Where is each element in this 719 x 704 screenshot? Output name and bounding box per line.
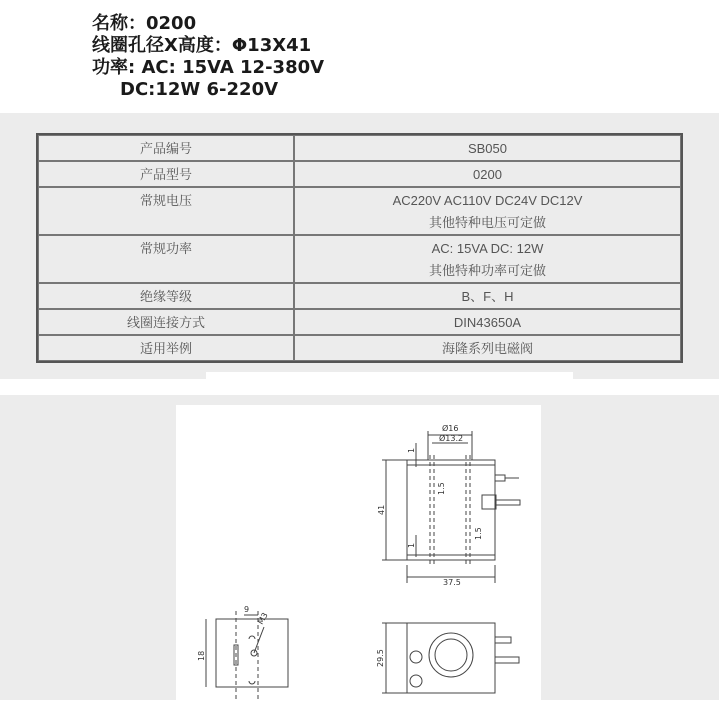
bore-outer <box>429 633 473 677</box>
dim-top-offset: 1 <box>407 447 416 453</box>
product-name: 名称：0200 <box>92 13 197 34</box>
divider-strip <box>206 372 573 380</box>
dim-height: 41 <box>377 504 386 515</box>
power-ac: 功率: AC: 15VA 12-380V <box>92 57 325 78</box>
dim-bottom-height: 29.5 <box>376 649 385 667</box>
row-label: 产品编号 <box>38 135 294 161</box>
row-value: DIN43650A <box>294 309 681 335</box>
dim-wall-top: 1.5 <box>437 482 446 495</box>
product-header <box>92 13 324 101</box>
row-value: 0200 <box>294 161 681 187</box>
row-value: 海隆系列电磁阀 <box>294 335 681 361</box>
dim-outer-diameter: Ø16 <box>442 424 459 433</box>
dim-wall-bottom: 1.5 <box>474 527 483 540</box>
row-label: 绝缘等级 <box>38 283 294 309</box>
coil-side-view <box>216 619 288 687</box>
row-value-line: AC220V AC110V DC24V DC12V <box>392 193 583 208</box>
row-value-line: 其他特种功率可定做 <box>428 263 546 278</box>
row-value: SB050 <box>294 135 681 161</box>
row-label: 适用举例 <box>38 335 294 361</box>
row-value <box>294 235 681 283</box>
table-row <box>38 187 681 235</box>
spec-table <box>36 133 683 363</box>
row-value: B、F、H <box>294 283 681 309</box>
table-row <box>38 135 681 161</box>
table-row <box>38 335 681 361</box>
table-row <box>38 283 681 309</box>
terminal-pin <box>496 500 520 505</box>
terminal-top <box>495 475 505 481</box>
table-row <box>38 161 681 187</box>
bore-inner <box>435 639 467 671</box>
row-value-line: AC: 15VA DC: 12W <box>431 241 544 256</box>
power-dc: DC:12W 6-220V <box>120 79 279 100</box>
row-value <box>294 187 681 235</box>
dim-width: 37.5 <box>443 578 461 587</box>
dim-side-height: 18 <box>197 650 206 661</box>
row-value-line: 其他特种电压可定做 <box>428 215 546 230</box>
dim-bottom-offset: 1 <box>407 542 416 548</box>
coil-front-body <box>407 460 495 560</box>
row-label: 产品型号 <box>38 161 294 187</box>
technical-drawing <box>176 405 541 700</box>
dim-side-width: 9 <box>244 605 250 614</box>
dim-thread: M3 <box>255 611 270 626</box>
table-row <box>38 235 681 283</box>
drawing-svg <box>176 405 541 700</box>
row-label: 常规功率 <box>38 235 294 283</box>
row-label: 常规电压 <box>38 187 294 235</box>
coil-bore-height: 线圈孔径X高度：Φ13X41 <box>92 35 312 56</box>
dim-inner-diameter: Ø13.2 <box>439 434 464 443</box>
table-row <box>38 309 681 335</box>
terminal-bottom <box>495 657 519 663</box>
row-label: 线圈连接方式 <box>38 309 294 335</box>
